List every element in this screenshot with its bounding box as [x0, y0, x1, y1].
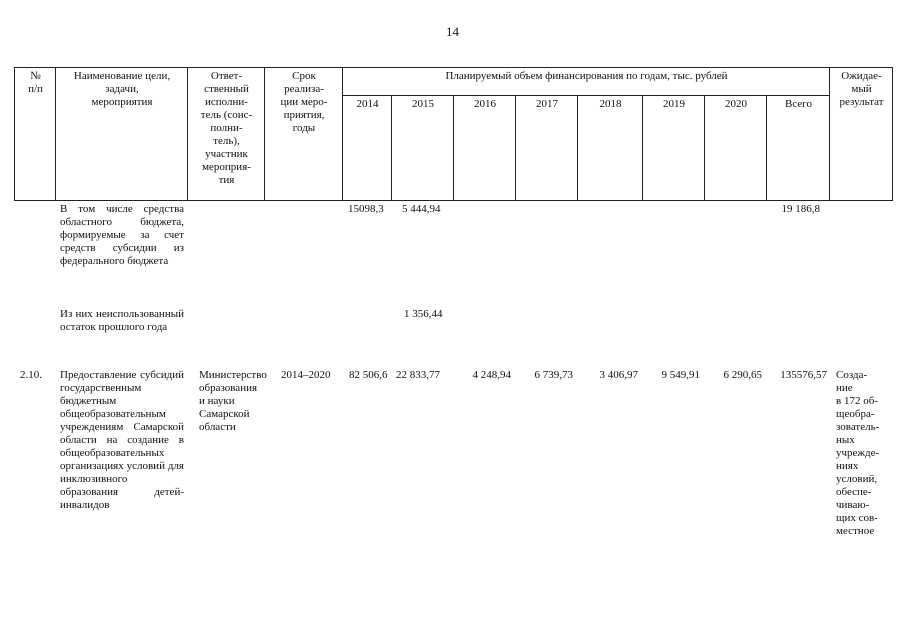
header-total: Всего [785, 98, 812, 110]
row-unused-balance-2015: 1 356,44 [404, 308, 443, 320]
header-year-2020: 2020 [725, 98, 747, 110]
row-regional-budget-2015: 5 444,94 [402, 203, 441, 215]
row-regional-budget-total: 19 186,8 [781, 203, 820, 215]
header-year-2014: 2014 [356, 98, 379, 110]
header-year-2016: 2016 [474, 98, 496, 110]
header-year-2017: 2017 [536, 98, 558, 110]
row-2-10-total: 135576,57 [780, 369, 827, 381]
row-2-10-result: Созда- ние в 172 об- щеобра- зователь- ных учрежде- ниях условий, обеспе- чиваю- щих сов- местное [836, 369, 880, 537]
row-2-10-2016: 4 248,94 [472, 369, 511, 381]
row-2-10-2020: 6 290,65 [723, 369, 762, 381]
header-year-2018: 2018 [599, 98, 622, 110]
row-2-10-2014: 82 506,6 [349, 369, 388, 381]
header-year-2019: 2019 [663, 98, 685, 110]
row-2-10-2019: 9 549,91 [661, 369, 700, 381]
header-term: Срок реализа- ции меро- приятия, годы [280, 70, 328, 134]
header-funding-group: Планируемый объем финансирования по годам, тыс. рублей [445, 70, 728, 82]
row-unused-balance-name: Из них неиспользованный остаток прошлого года [60, 308, 184, 333]
header-year-2015: 2015 [412, 98, 434, 110]
row-regional-budget-name: В том числе средства областного бюджета, формируемые за счет средств субсидии из федерального бюджета [60, 203, 184, 267]
row-2-10-2015: 22 833,77 [396, 369, 440, 381]
row-2-10-number: 2.10. [20, 369, 42, 381]
row-2-10-2018: 3 406,97 [599, 369, 638, 381]
header-result: Ожидае- мый результат [839, 70, 884, 108]
row-regional-budget-2014: 15098,3 [348, 203, 384, 215]
header-executor: Ответ- ственный исполни- тель (соис- полни- тель), участник мероприя- тия [200, 70, 253, 186]
header-num: № п/п [28, 70, 43, 95]
row-2-10-executor: Министерство образования и науки Самарской области [199, 369, 267, 433]
page-number: 14 [446, 24, 459, 39]
row-2-10-2017: 6 739,73 [534, 369, 573, 381]
row-2-10-term: 2014–2020 [281, 369, 331, 381]
row-2-10-name: Предоставление субсидий государственным бюджетным общеобразовательным учреждениям Самарской области на создание в общеобразовательных организациях условий для инклюзивного образования детей-инвалидов [60, 369, 184, 511]
header-name: Наименование цели, задачи, мероприятия [73, 70, 171, 108]
